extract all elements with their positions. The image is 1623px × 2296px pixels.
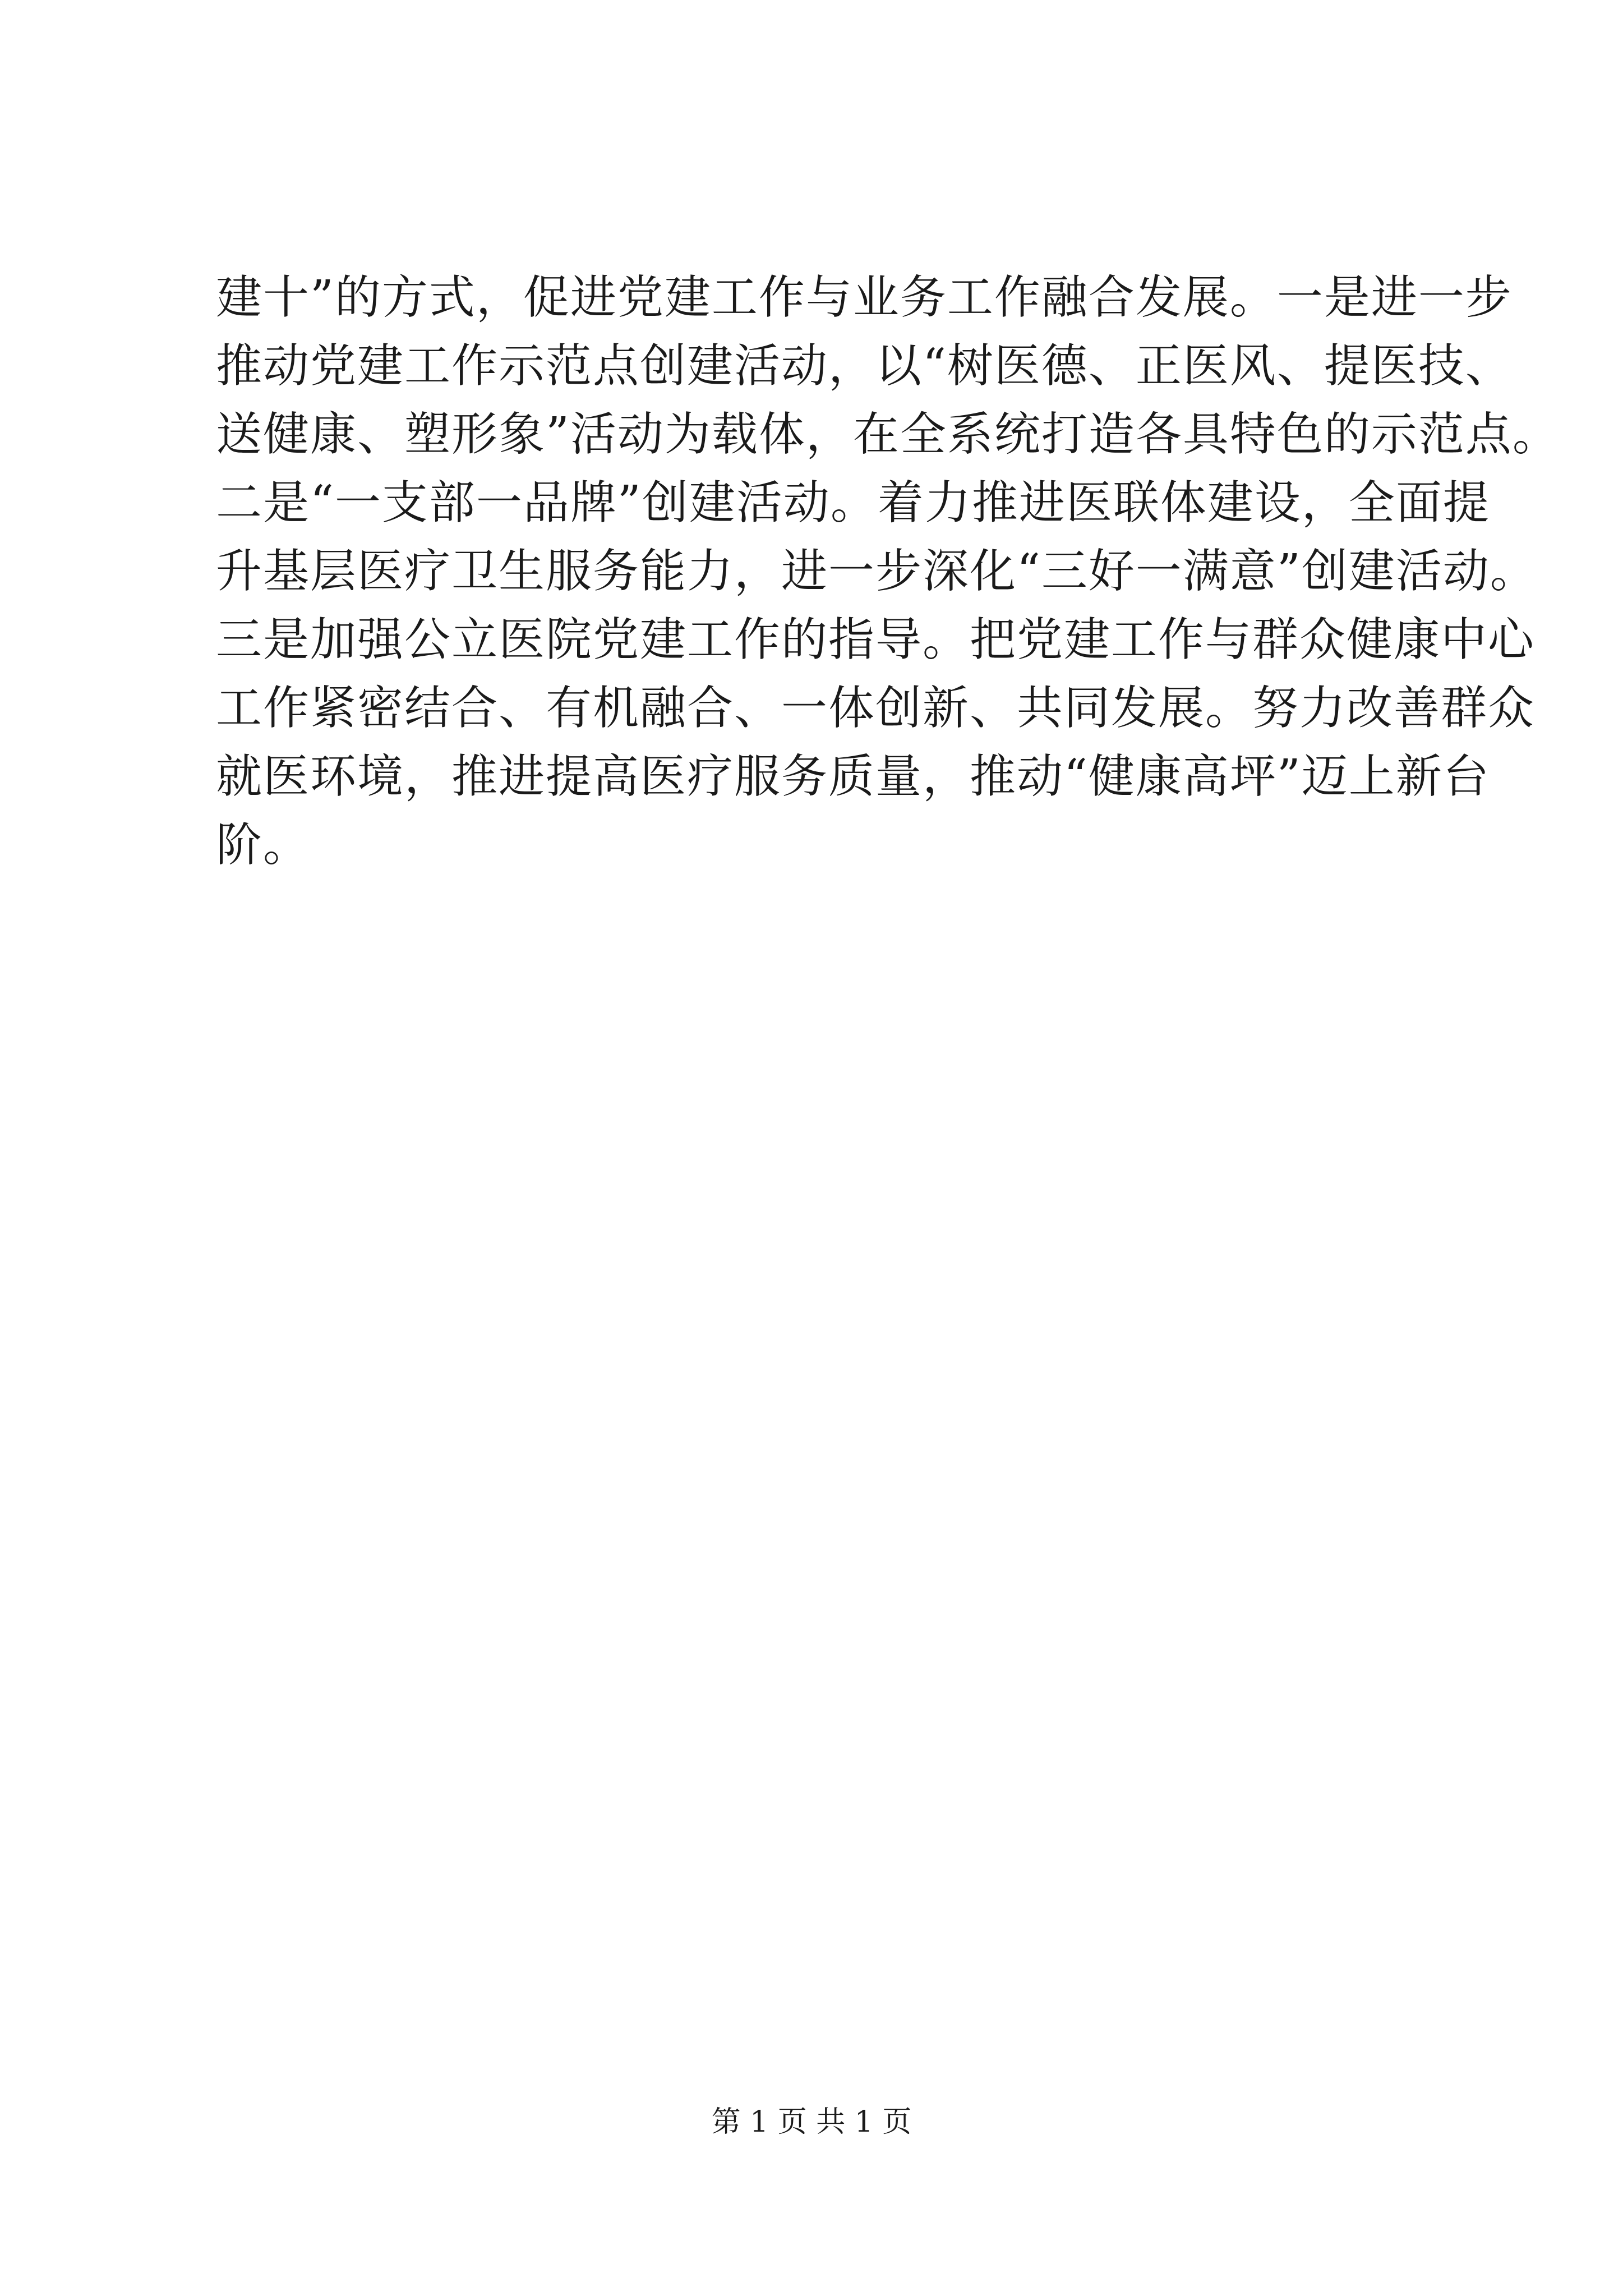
paragraph-line: 阶。	[216, 818, 311, 872]
page-number-footer: 第 1 页 共 1 页	[711, 2105, 912, 2139]
paragraph-line: 建十”的方式，促进党建工作与业务工作融合发展。一是进一步	[216, 271, 1513, 324]
paragraph-line: 二是“一支部一品牌”创建活动。着力推进医联体建设，全面提	[216, 476, 1490, 530]
paragraph-line: 就医环境，推进提高医疗服务质量，推动“健康高坪”迈上新台	[216, 750, 1490, 803]
paragraph-line: 送健康、塑形象”活动为载体，在全系统打造各具特色的示范点。	[216, 408, 1560, 461]
paragraph-line: 升基层医疗卫生服务能力，进一步深化“三好一满意”创建活动。	[216, 545, 1537, 598]
paragraph-line: 推动党建工作示范点创建活动，以“树医德、正医风、提医技、	[216, 339, 1513, 393]
paragraph-line: 三是加强公立医院党建工作的指导。把党建工作与群众健康中心	[216, 613, 1536, 666]
paragraph-line: 工作紧密结合、有机融合、一体创新、共同发展。努力改善群众	[216, 682, 1536, 735]
body-paragraph	[216, 264, 1560, 880]
